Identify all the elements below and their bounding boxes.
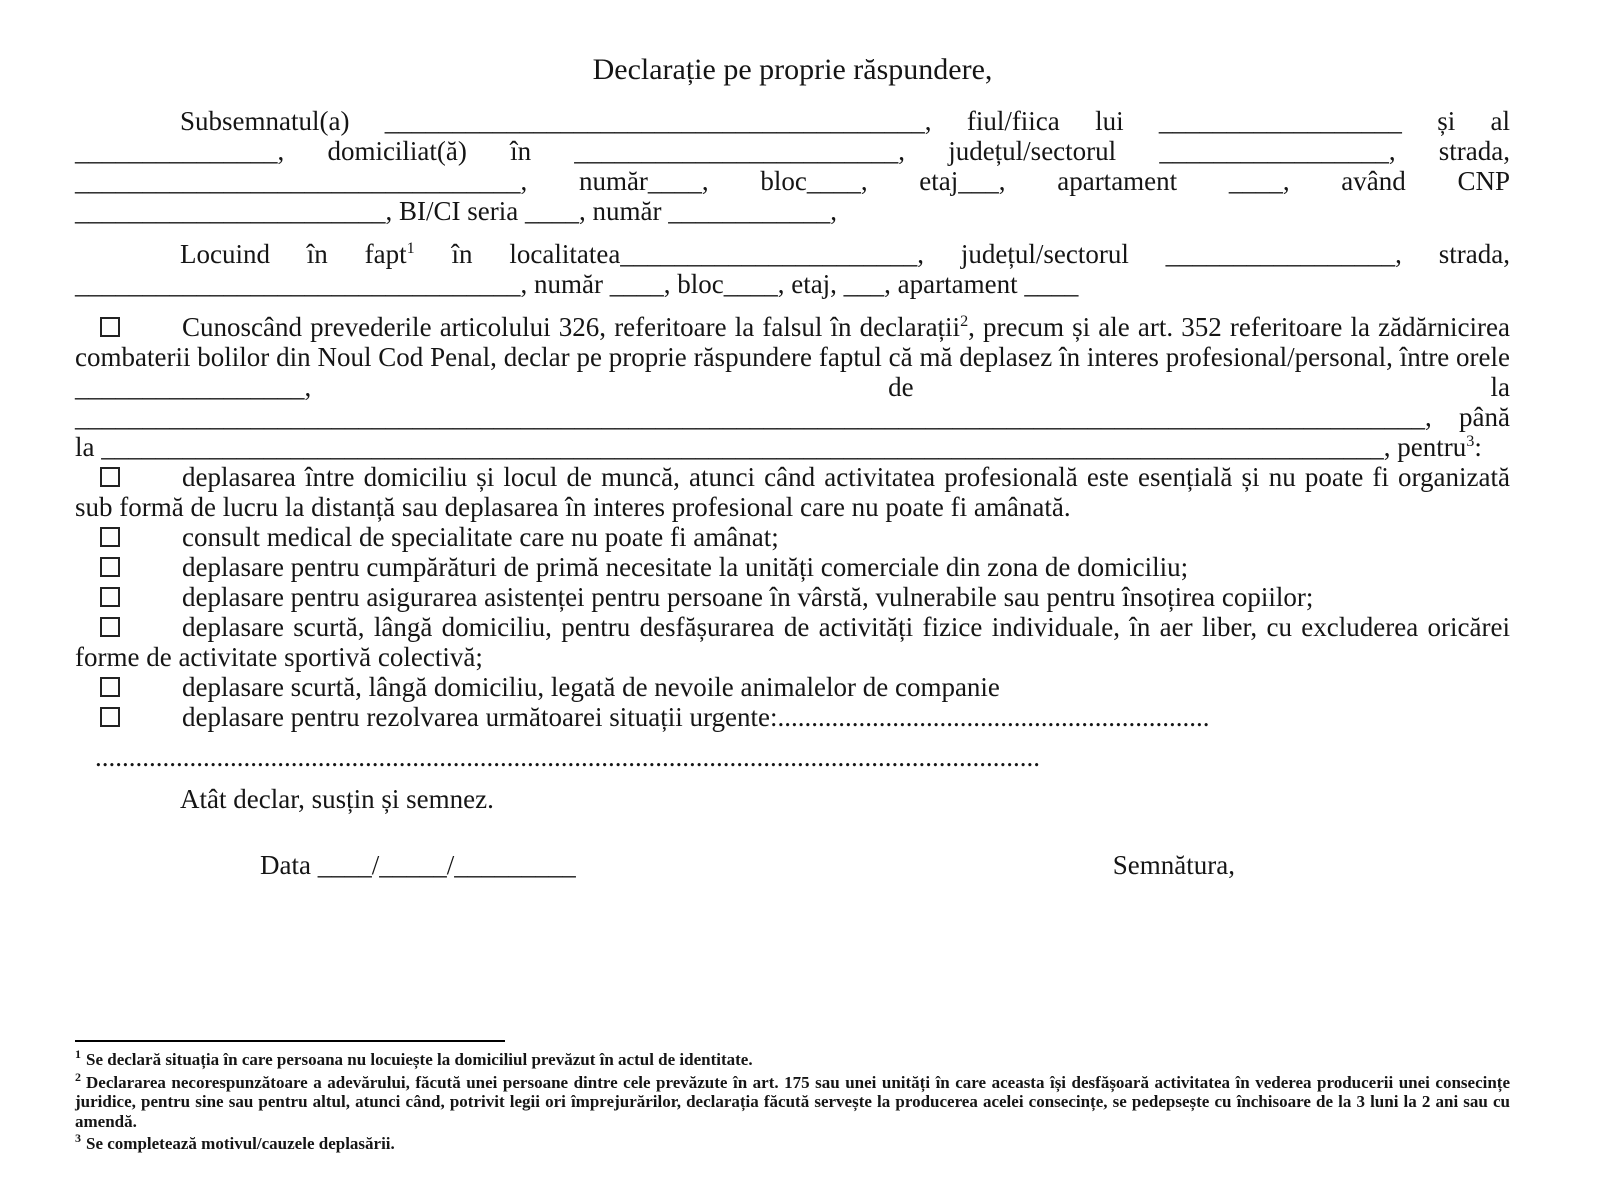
residence-paragraph	[75, 239, 1510, 299]
footnote-2	[75, 1069, 1510, 1132]
declaration-paragraph	[75, 312, 1510, 462]
reason-text: deplasare pentru cumpărături de primă necesitate la unități comerciale din zona de domiciliu;	[182, 552, 1189, 582]
reason-item	[75, 522, 1510, 552]
reason-text: deplasare scurtă, lângă domiciliu, legată de nevoile animalelor de companie	[182, 672, 1000, 702]
reason-item	[75, 672, 1510, 702]
checkbox-icon	[100, 527, 120, 547]
declaration-text-end: :	[1474, 432, 1482, 462]
residence-text-cont: în localitatea______________________, județul/sectorul _________________, strada, _________________________________, număr ____, bloc____, etaj, ___, apartament ____	[75, 239, 1510, 299]
checkbox-icon	[100, 557, 120, 577]
checkbox-icon	[100, 467, 120, 487]
footnote-1	[75, 1047, 1510, 1070]
identity-text: Subsemnatul(a) ________________________________________, fiul/fiica lui __________________ și al _______________, domiciliat(ă) în ________________________, județul/sectorul _________________, strada, _________________________________, număr____, bloc____, etaj___, apartament ____, având CNP _______________________, BI/CI seria ____, număr ____________,	[75, 106, 1510, 226]
footnote-text: Se completează motivul/cauzele deplasării.	[86, 1134, 395, 1153]
footnote-number: 1	[75, 1047, 81, 1062]
declaration-text: Cunoscând prevederile articolului 326, referitoare la falsul în declarații	[182, 312, 961, 342]
reason-text: deplasarea între domiciliu și locul de muncă, atunci când activitatea profesională este esențială și nu poate fi organizată sub formă de lucru la distanță sau deplasarea în interes profesional care nu poate fi amânată.	[75, 462, 1510, 522]
reason-item	[75, 582, 1510, 612]
date-field: Data ____/_____/_________	[260, 850, 576, 880]
dots-continuation: ............................................................................................................................................	[95, 742, 1040, 772]
residence-text: Locuind în fapt	[180, 239, 407, 269]
checkbox-icon	[100, 587, 120, 607]
reason-text: consult medical de specialitate care nu poate fi amânat;	[182, 522, 779, 552]
footnote-ref-2: 2	[960, 312, 969, 330]
footnote-text: Se declară situația în care persoana nu locuiește la domiciliul prevăzut în actul de identitate.	[86, 1050, 753, 1069]
reason-item	[75, 612, 1510, 672]
reason-text: deplasare scurtă, lângă domiciliu, pentru desfășurarea de activități fizice individuale, în aer liber, cu excluderea oricărei forme de activitate sportivă colectivă;	[75, 612, 1510, 672]
footnote-number: 2	[75, 1069, 81, 1084]
identity-paragraph	[75, 106, 1510, 226]
footnote-number: 3	[75, 1131, 81, 1146]
footnote-text: Declararea necorespunzătoare a adevărului, făcută unei persoane dintre cele prevăzute în art. 175 sau unei unități în care aceasta își desfășoară activitatea în vederea producerii unei consecințe juridice, pentru sine sau pentru altul, atunci când, potrivit legii ori împrejurărilor, declarația făcută servește la producerea acelei consecințe, se pedepsește cu închisoare de la 3 luni la 2 ani sau cu amendă.	[75, 1072, 1510, 1131]
reason-item	[75, 462, 1510, 522]
reason-item	[75, 702, 1510, 732]
declaration-text-cont: , precum și ale art. 352 referitoare la zădărnicirea combaterii bolilor din Noul Cod Penal, declar pe proprie răspundere faptul că mă deplasez în interes profesional/personal, între orele _________________, de la ____________________________________________________________________________________________________, până la _______________________________________________________________________________________________, pentru	[75, 312, 1510, 462]
footnote-ref-1: 1	[406, 239, 415, 257]
document-title: Declarație pe proprie răspundere,	[592, 53, 993, 86]
signature-label: Semnătura,	[1112, 850, 1235, 880]
footnote-separator	[75, 1040, 505, 1042]
closing-statement: Atât declar, susțin și semnez.	[180, 784, 494, 814]
reason-text: deplasare pentru asigurarea asistenței pentru persoane în vârstă, vulnerabile sau pentru însoțirea copiilor;	[182, 582, 1314, 612]
reason-text: deplasare pentru rezolvarea următoarei situații urgente:................................................................	[182, 702, 1210, 732]
checkbox-icon	[100, 317, 120, 337]
reason-item	[75, 552, 1510, 582]
footnote-3	[75, 1131, 1510, 1154]
footnotes-section	[75, 1040, 1510, 1157]
checkbox-icon	[100, 677, 120, 697]
checkbox-icon	[100, 707, 120, 727]
signature-row	[75, 850, 1510, 880]
checkbox-icon	[100, 617, 120, 637]
footnote-ref-3: 3	[1466, 432, 1475, 450]
